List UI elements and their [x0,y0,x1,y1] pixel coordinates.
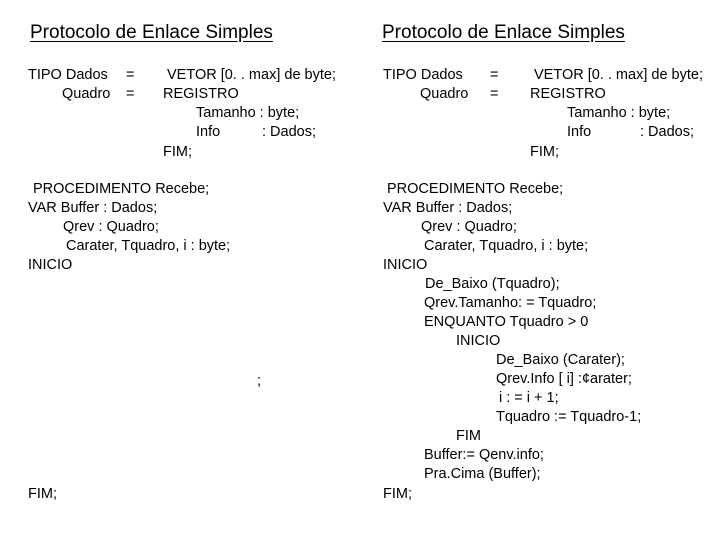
left-registro: REGISTRO [163,86,239,102]
left-fim-registro: FIM; [163,144,192,160]
right-registro: REGISTRO [530,86,606,102]
right-tquadro-decrement: Tquadro := Tquadro-1; [496,409,642,425]
left-var: VAR Buffer : Dados; [28,200,158,216]
left-tipo-dados: TIPO Dados [28,67,108,83]
left-vetor: VETOR [0. . max] de byte; [167,67,336,83]
right-de-baixo-tquadro: De_Baixo (Tquadro); [425,276,560,292]
left-quadro: Quadro [62,86,111,102]
right-procedimento: PROCEDIMENTO Recebe; [387,181,564,197]
left-carater: Carater, Tquadro, i : byte; [66,238,231,254]
right-fim-registro: FIM; [530,144,559,160]
right-qrev: Qrev : Quadro; [421,219,517,235]
left-procedimento: PROCEDIMENTO Recebe; [33,181,210,197]
left-info-type: : Dados; [262,124,316,140]
right-i-increment: i : = i + 1; [499,390,559,406]
right-carater: Carater, Tquadro, i : byte; [424,238,589,254]
left-tamanho: Tamanho : byte; [196,105,300,121]
right-tamanho: Tamanho : byte; [567,105,671,121]
right-enquanto: ENQUANTO Tquadro > 0 [424,314,589,330]
left-equals-1: = [126,67,135,83]
left-fim: FIM; [28,486,57,502]
left-info-label: Info [196,124,221,140]
right-quadro: Quadro [420,86,469,102]
right-vetor: VETOR [0. . max] de byte; [534,67,703,83]
right-de-baixo-carater: De_Baixo (Carater); [496,352,625,368]
left-title: Protocolo de Enlace Simples [30,22,273,43]
right-qrev-tamanho: Qrev.Tamanho: = Tquadro; [424,295,597,311]
right-info-label: Info [567,124,592,140]
left-equals-2: = [126,86,135,102]
right-qrev-info: Qrev.Info [ i] :¢arater; [496,371,632,387]
right-equals-1: = [490,67,499,83]
left-inicio: INICIO [28,257,73,273]
right-buffer: Buffer:= Qenv.info; [424,447,544,463]
left-semicolon: ; [257,373,262,389]
right-inicio: INICIO [383,257,428,273]
right-var: VAR Buffer : Dados; [383,200,513,216]
right-fim: FIM; [383,486,412,502]
left-qrev: Qrev : Quadro; [63,219,159,235]
right-title: Protocolo de Enlace Simples [382,22,625,43]
right-info-type: : Dados; [640,124,694,140]
right-fim-2: FIM [456,428,481,444]
right-equals-2: = [490,86,499,102]
right-pracima: Pra.Cima (Buffer); [424,466,541,482]
right-tipo-dados: TIPO Dados [383,67,463,83]
right-inicio-2: INICIO [456,333,501,349]
